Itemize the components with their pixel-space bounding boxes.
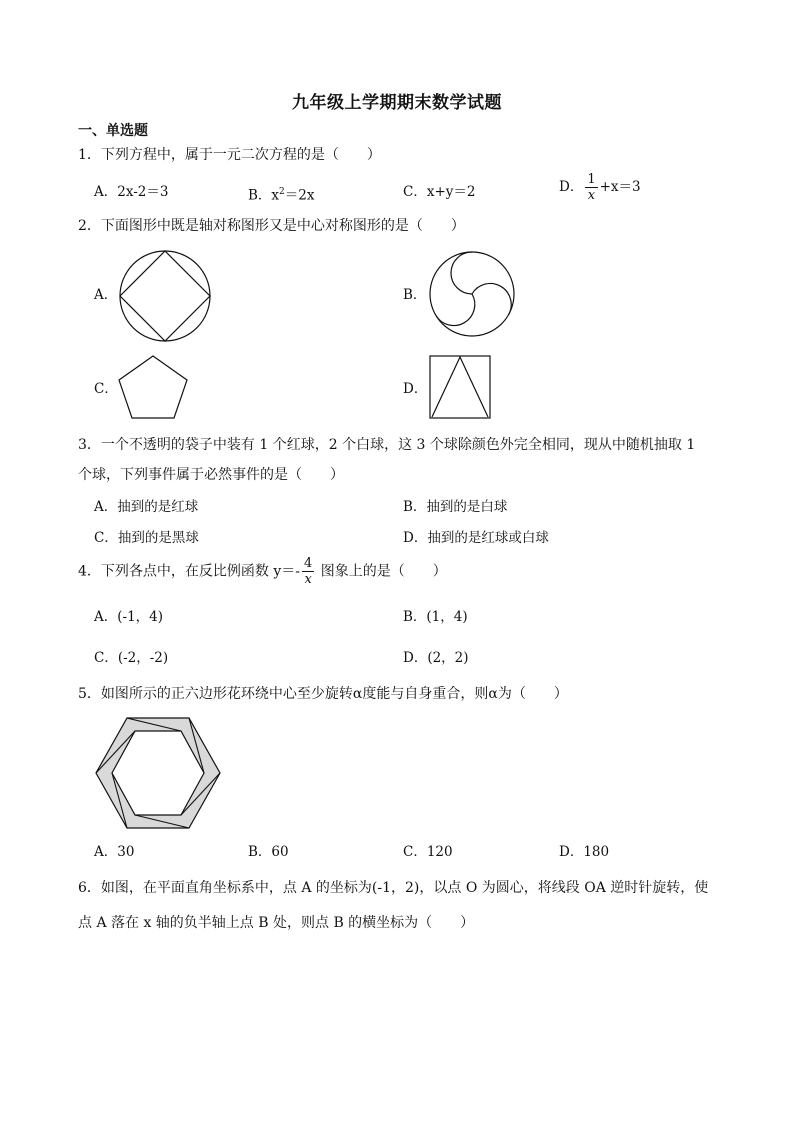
question-1-stem: 1．下列方程中，属于一元二次方程的是（ ） — [78, 147, 381, 163]
question-4-stem-suffix: 图象上的是（ ） — [320, 563, 447, 580]
question-1-option-c: C．x+y＝2 — [403, 184, 476, 200]
question-3-stem-line-1: 3．一个不透明的袋子中装有 1 个红球，2 个白球，这 3 个球除颜色外完全相同，现从中随机抽取 1 — [78, 437, 696, 453]
option-d-suffix: +x＝3 — [599, 179, 641, 195]
fraction — [302, 556, 314, 587]
question-5-option-b: B．60 — [248, 844, 289, 860]
question-5-stem: 5．如图所示的正六边形花环绕中心至少旋转α度能与自身重合，则α为（ ） — [78, 686, 568, 702]
question-2-option-b: B． — [403, 287, 427, 303]
question-4-option-b: B．(1，4) — [403, 609, 468, 625]
question-2-option-a: A． — [94, 287, 118, 303]
question-2-stem: 2．下面图形中既是轴对称图形又是中心对称图形的是（ ） — [78, 218, 465, 234]
question-4-option-c: C．(-2，-2) — [94, 650, 169, 666]
question-4-option-d: D．(2，2) — [403, 650, 469, 666]
question-3-option-d: D．抽到的是红球或白球 — [403, 530, 549, 546]
question-6-stem-line-2: 点 A 落在 x 轴的负半轴上点 B 处，则点 B 的横坐标为（ ） — [78, 915, 475, 931]
question-5-option-c: C．120 — [403, 844, 453, 860]
question-3-option-b: B．抽到的是白球 — [403, 499, 508, 515]
question-3-option-c: C．抽到的是黑球 — [94, 530, 199, 546]
question-4-stem-prefix: 4．下列各点中，在反比例函数 y＝- — [78, 563, 300, 580]
square-with-triangle-figure — [429, 355, 491, 419]
option-d-prefix: D． — [559, 179, 584, 195]
question-5-option-a: A．30 — [94, 844, 135, 860]
question-1-option-d — [559, 172, 641, 203]
fraction-denominator: x — [304, 572, 312, 587]
question-1-option-b — [248, 182, 314, 206]
page-title: 九年级上学期期末数学试题 — [292, 93, 502, 113]
question-4-stem — [78, 556, 447, 587]
fraction — [585, 172, 597, 203]
fraction-denominator: x — [587, 188, 596, 203]
three-arc-swirl-circle-figure — [428, 250, 516, 338]
question-6-stem-line-1: 6．如图，在平面直角坐标系中，点 A 的坐标为(-1，2)，以点 O 为圆心，将线段 OA 逆时针旋转，使 — [78, 880, 709, 896]
question-3-stem-line-2: 个球，下列事件属于必然事件的是（ ） — [78, 467, 344, 483]
hexagon-wreath-figure — [94, 716, 222, 830]
fraction-numerator: 1 — [587, 172, 596, 187]
circle-with-inscribed-square-figure — [118, 249, 212, 343]
question-2-option-d: D． — [403, 381, 428, 397]
question-4-option-a: A．(-1，4) — [94, 609, 164, 625]
fraction-numerator: 4 — [304, 556, 313, 571]
question-1-option-a: A．2x-2＝3 — [94, 184, 169, 200]
option-b-exponent: 2 — [279, 187, 285, 197]
question-2-option-c: C． — [94, 381, 118, 397]
question-3-option-a: A．抽到的是红球 — [94, 499, 199, 515]
question-5-option-d: D．180 — [559, 844, 610, 860]
section-heading: 一、单选题 — [78, 123, 148, 139]
option-b-prefix: B．x — [248, 187, 280, 204]
option-b-suffix: ＝2x — [284, 187, 315, 204]
regular-pentagon-figure — [117, 354, 189, 420]
